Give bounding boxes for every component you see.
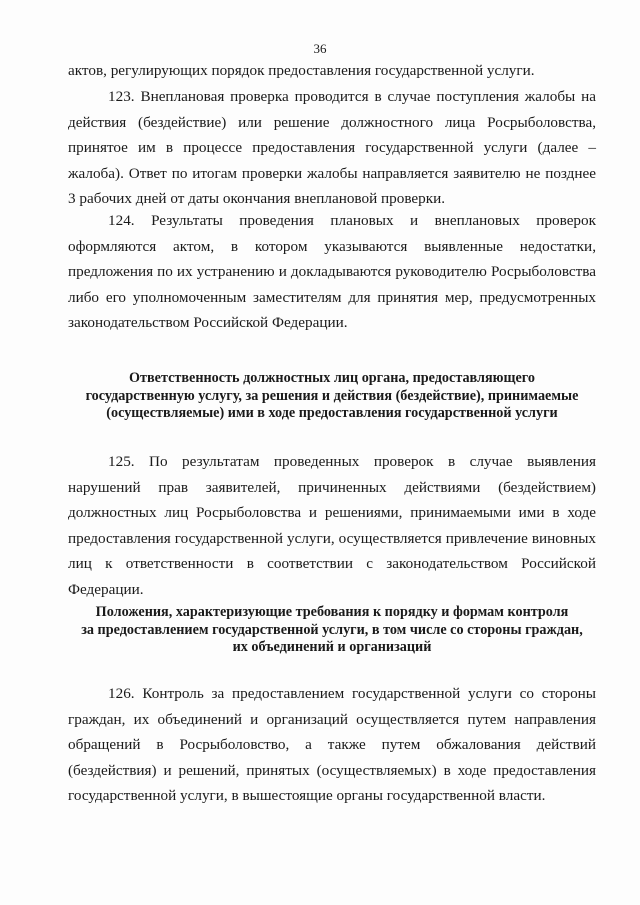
- heading-line: (осуществляемые) ими в ходе предоставления государственной услуги: [106, 405, 558, 421]
- paragraph-continuation: актов, регулирующих порядок предоставления государственной услуги.: [68, 62, 535, 79]
- heading-line: Положения, характеризующие требования к порядку и формам контроля: [95, 604, 569, 620]
- paragraph-125: 125. По результатам проведенных проверок в случае выявления нарушений прав заявителей, причиненных действиями (бездействием) должностных лиц Росрыболовства и решениями, принимаемыми ими в ходе предоставления государственной услуги, осуществляется привлечение виновных лиц к ответственности в соответствии с законодательством Российской Федерации.: [68, 453, 596, 598]
- paragraph-124: 124. Результаты проведения плановых и внеплановых проверок оформляются актом, в котором указываются выявленные недостатки, предложения по их устранению и докладываются руководителю Росрыболовства либо его уполномоченным заместителям для принятия мер, предусмотренных законодательством Российской Федерации.: [68, 212, 596, 332]
- heading-line: их объединений и организаций: [232, 639, 432, 655]
- heading-line: Ответственность должностных лиц органа, предоставляющего: [129, 370, 535, 386]
- page-number: 36: [313, 41, 327, 56]
- section-heading-responsibility: [60, 370, 604, 423]
- paragraph-123: 123. Внеплановая проверка проводится в случае поступления жалобы на действия (бездействие) или решение должностного лица Росрыболовства, принятое им в процессе предоставления государственной услуги (далее – жалоба). Ответ по итогам проверки жалобы направляется заявителю не позднее 3 рабочих дней от даты окончания внеплановой проверки.: [68, 88, 596, 208]
- heading-line: за предоставлением государственной услуги, в том числе со стороны граждан,: [81, 621, 583, 638]
- heading-line: государственную услугу, за решения и действия (бездействие), принимаемые: [85, 387, 579, 404]
- section-heading-control: [60, 604, 604, 657]
- paragraph-126: 126. Контроль за предоставлением государственной услуги со стороны граждан, их объединений и организаций осуществляется путем направления обращений в Росрыболовство, а также путем обжалования действий (бездействия) и решений, принятых (осуществляемых) в ходе предоставления государственной услуги, в вышестоящие органы государственной власти.: [68, 685, 596, 805]
